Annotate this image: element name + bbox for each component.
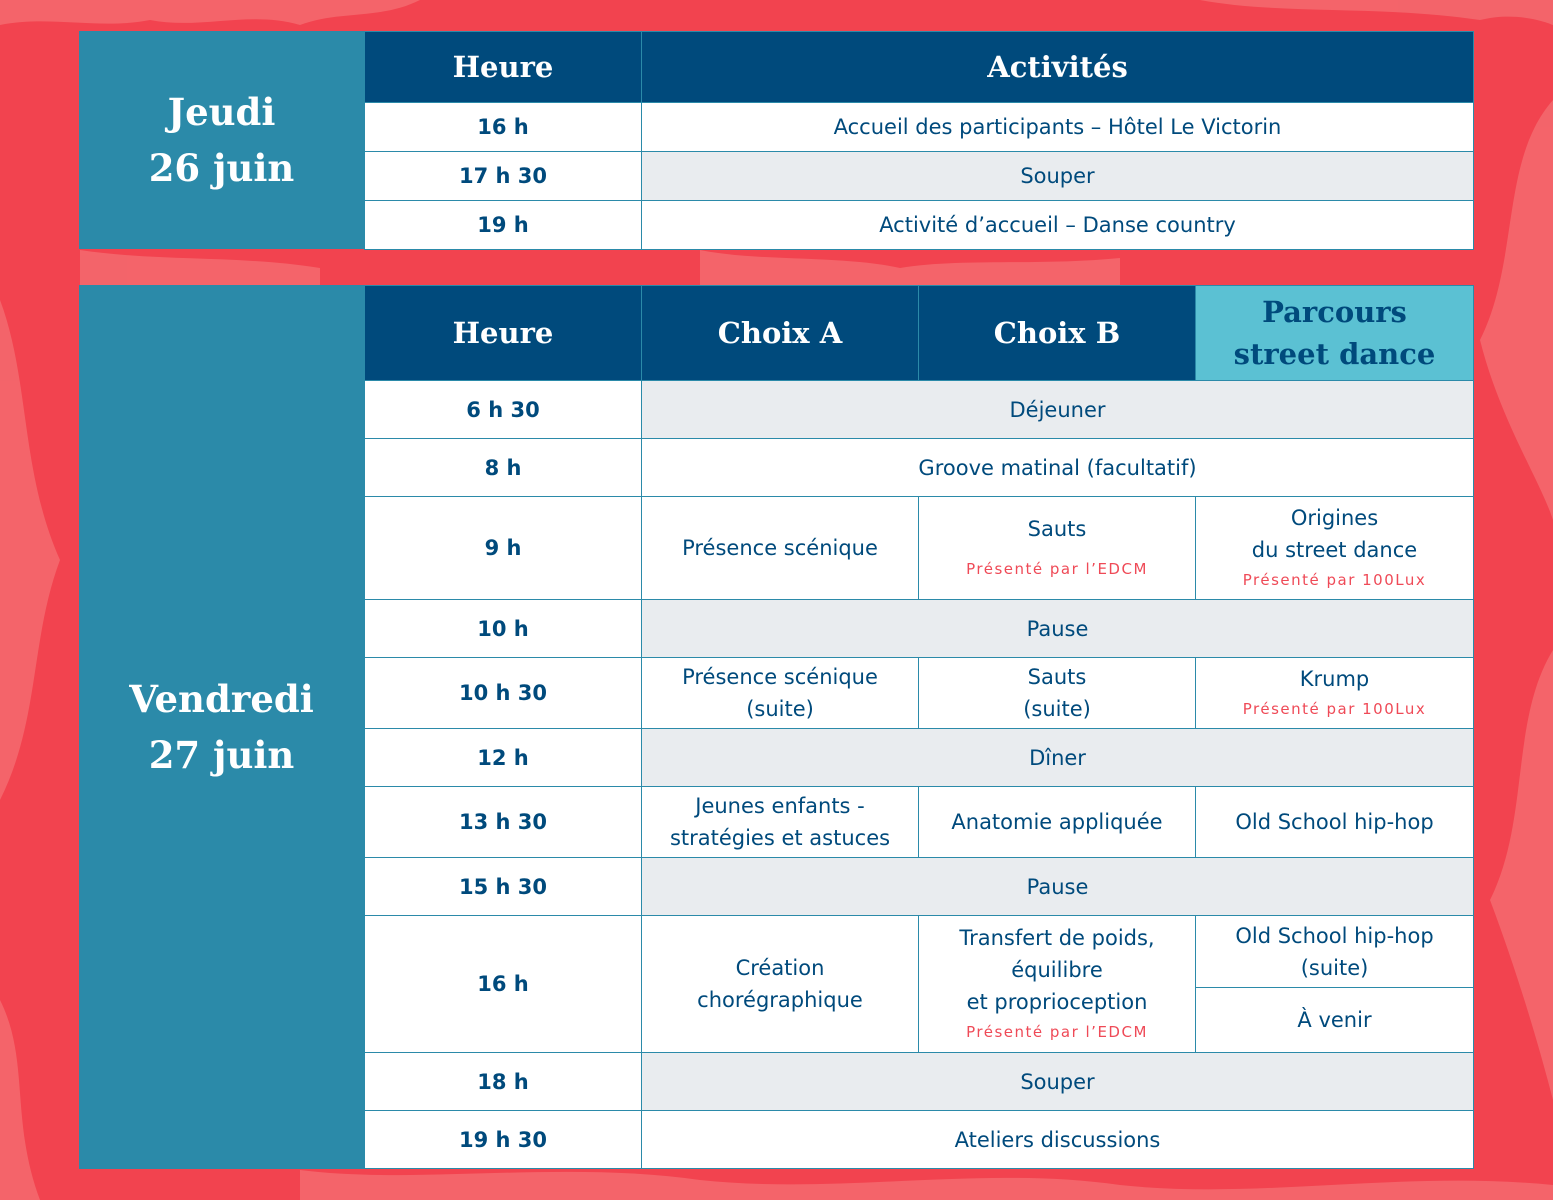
day-name: Jeudi — [167, 90, 276, 134]
day-label-thursday — [79, 31, 364, 249]
cell-title-line2: (suite) — [1023, 697, 1091, 721]
cell-title-line1: Sauts — [1027, 665, 1087, 689]
header-hour: Heure — [365, 32, 642, 103]
row-activity-all: Ateliers discussions — [642, 1111, 1474, 1169]
table-row — [365, 858, 1474, 916]
cell-title-line1: Création — [735, 956, 825, 980]
day-name: Vendredi — [129, 677, 314, 721]
cell-title: Sauts — [1027, 517, 1087, 541]
row-hour: 6 h 30 — [365, 381, 642, 439]
row-hour: 8 h — [365, 439, 642, 497]
cell-title-line2: stratégies et astuces — [669, 826, 891, 850]
row-activity-all: Pause — [642, 600, 1474, 658]
table-row — [365, 381, 1474, 439]
row-hour: 19 h — [365, 201, 642, 250]
cell-choice-a — [642, 916, 919, 1053]
table-row — [365, 201, 1474, 250]
row-hour: 16 h — [365, 103, 642, 152]
day-date: 27 juin — [148, 733, 295, 777]
cell-choice-b — [919, 658, 1196, 729]
cell-choice-b: Anatomie appliquée — [919, 787, 1196, 858]
header-street-dance-line2: street dance — [1233, 337, 1436, 371]
presenter-label: Présenté par 100Lux — [1242, 700, 1427, 718]
cell-choice-a — [642, 787, 919, 858]
row-hour: 17 h 30 — [365, 152, 642, 201]
friday-schedule — [79, 285, 1473, 1169]
cell-choice-a: Présence scénique — [642, 497, 919, 600]
cell-title-line2: du street dance — [1251, 538, 1418, 562]
row-hour: 16 h — [365, 916, 642, 1053]
day-date: 26 juin — [148, 146, 295, 190]
row-activity-all: Déjeuner — [642, 381, 1474, 439]
cell-street-dance: Old School hip-hop — [1196, 787, 1474, 858]
cell-title-line2: (suite) — [746, 697, 814, 721]
row-activity-all: Dîner — [642, 729, 1474, 787]
thursday-schedule — [79, 31, 1473, 249]
row-activity-all: Groove matinal (facultatif) — [642, 439, 1474, 497]
cell-title-line1: Transfert de poids, — [959, 926, 1155, 950]
table-row — [365, 103, 1474, 152]
row-activity-all: Souper — [642, 1053, 1474, 1111]
row-hour: 10 h — [365, 600, 642, 658]
row-activity: Accueil des participants – Hôtel Le Victorin — [642, 103, 1474, 152]
cell-title-line1: Présence scénique — [682, 665, 878, 689]
table-row — [365, 439, 1474, 497]
cell-street-dance — [1196, 658, 1474, 729]
cell-street-dance — [1196, 497, 1474, 600]
cell-title-line2: équilibre — [1011, 958, 1103, 982]
table-row — [365, 658, 1474, 729]
row-hour: 9 h — [365, 497, 642, 600]
row-hour: 12 h — [365, 729, 642, 787]
row-hour: 15 h 30 — [365, 858, 642, 916]
cell-street-dance: À venir — [1196, 988, 1474, 1053]
header-choice-b: Choix B — [919, 286, 1196, 381]
cell-choice-b — [919, 916, 1196, 1053]
table-row — [365, 1053, 1474, 1111]
table-header-row — [365, 286, 1474, 381]
row-hour: 10 h 30 — [365, 658, 642, 729]
thursday-table — [364, 31, 1474, 250]
cell-street-dance — [1196, 916, 1474, 988]
table-row — [365, 600, 1474, 658]
table-row — [365, 729, 1474, 787]
cell-title-line2: chorégraphique — [697, 988, 863, 1012]
header-choice-a: Choix A — [642, 286, 919, 381]
header-hour: Heure — [365, 286, 642, 381]
day-label-friday — [79, 285, 364, 1169]
header-street-dance-line1: Parcours — [1262, 295, 1407, 329]
row-activity: Activité d’accueil – Danse country — [642, 201, 1474, 250]
friday-table — [364, 285, 1474, 1169]
cell-title-line1: Old School hip-hop — [1235, 923, 1434, 948]
presenter-label: Présenté par 100Lux — [1242, 571, 1427, 589]
table-header-row — [365, 32, 1474, 103]
header-street-dance — [1196, 286, 1474, 381]
header-activities: Activités — [642, 32, 1474, 103]
cell-title-line3: et proprioception — [966, 990, 1148, 1014]
row-hour: 13 h 30 — [365, 787, 642, 858]
row-hour: 19 h 30 — [365, 1111, 642, 1169]
cell-title-line1: Jeunes enfants - — [695, 794, 865, 818]
presenter-label: Présenté par l’EDCM — [966, 560, 1148, 578]
presenter-label: Présenté par l’EDCM — [966, 1023, 1148, 1041]
cell-title-line2: (suite) — [1300, 955, 1369, 980]
cell-title-line1: Origines — [1290, 506, 1379, 530]
table-row — [365, 152, 1474, 201]
table-row — [365, 787, 1474, 858]
table-row — [365, 1111, 1474, 1169]
cell-title: Krump — [1299, 667, 1370, 691]
cell-choice-b — [919, 497, 1196, 600]
row-activity: Souper — [642, 152, 1474, 201]
table-row — [365, 497, 1474, 600]
row-hour: 18 h — [365, 1053, 642, 1111]
row-activity-all: Pause — [642, 858, 1474, 916]
cell-choice-a — [642, 658, 919, 729]
table-row — [365, 916, 1474, 988]
